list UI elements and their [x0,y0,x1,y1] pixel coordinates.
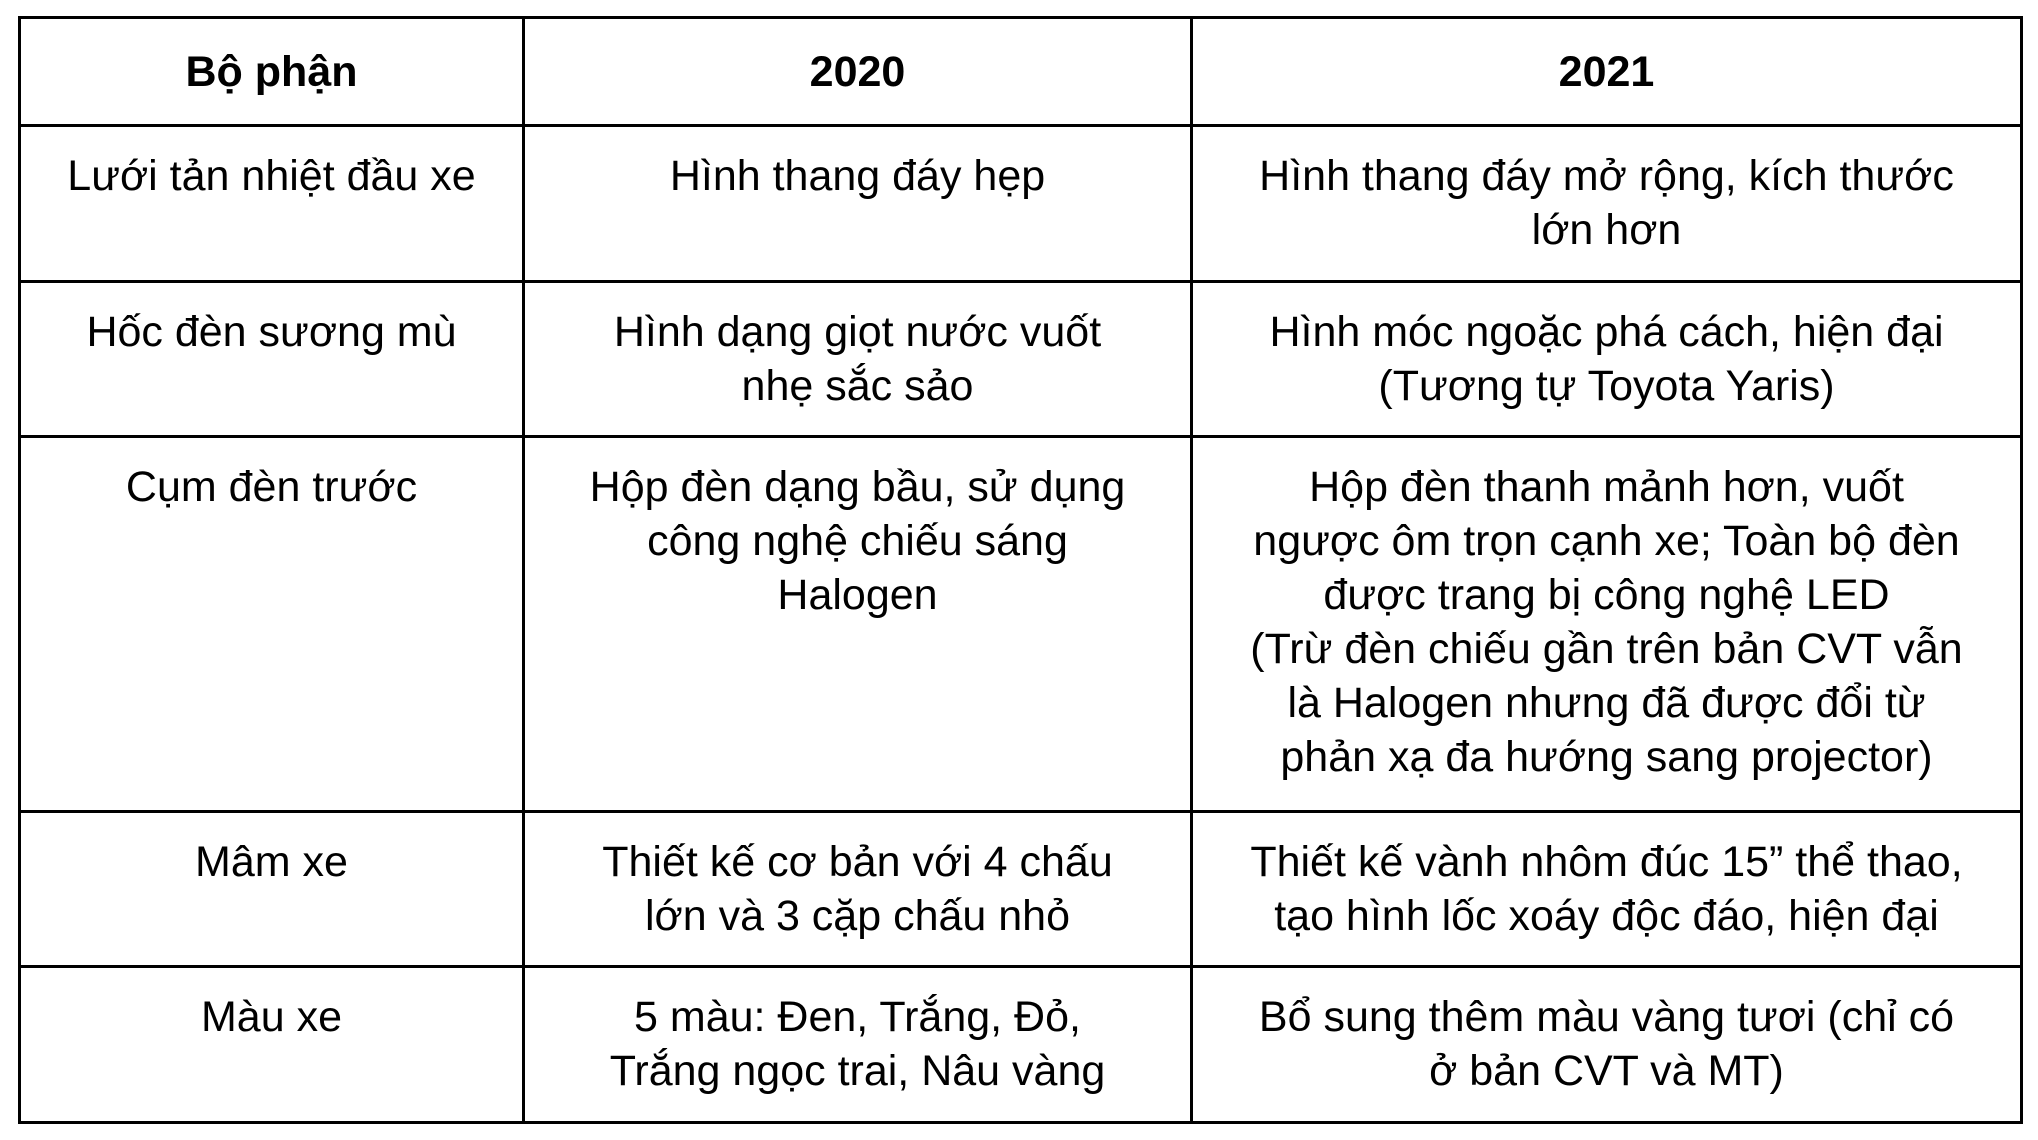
header-row [20,18,2022,126]
table-row [20,967,2022,1123]
cell-2020: Hình dạng giọt nước vuốt nhẹ sắc sảo [524,282,1192,437]
cell-2021: Thiết kế vành nhôm đúc 15” thể thao, tạo hình lốc xoáy độc đáo, hiện đại [1192,812,2022,967]
cell-2021: Bổ sung thêm màu vàng tươi (chỉ có ở bản CVT và MT) [1192,967,2022,1123]
comparison-table [18,16,2023,1124]
header-part: Bộ phận [20,18,524,126]
cell-part: Màu xe [20,967,524,1123]
cell-2021: Hộp đèn thanh mảnh hơn, vuốt ngược ôm trọn cạnh xe; Toàn bộ đèn được trang bị công nghệ LED (Trừ đèn chiếu gần trên bản CVT vẫn là Halogen nhưng đã được đổi từ phản xạ đa hướng sang projector) [1192,437,2022,812]
cell-2020: 5 màu: Đen, Trắng, Đỏ, Trắng ngọc trai, Nâu vàng [524,967,1192,1123]
table-row [20,282,2022,437]
cell-part: Mâm xe [20,812,524,967]
cell-2020: Hộp đèn dạng bầu, sử dụng công nghệ chiếu sáng Halogen [524,437,1192,812]
cell-2021: Hình thang đáy mở rộng, kích thước lớn hơn [1192,126,2022,282]
table-row [20,126,2022,282]
header-2021: 2021 [1192,18,2022,126]
cell-2020: Hình thang đáy hẹp [524,126,1192,282]
header-2020: 2020 [524,18,1192,126]
table-row [20,812,2022,967]
table-row [20,437,2022,812]
cell-2021: Hình móc ngoặc phá cách, hiện đại (Tương tự Toyota Yaris) [1192,282,2022,437]
cell-2020: Thiết kế cơ bản với 4 chấu lớn và 3 cặp chấu nhỏ [524,812,1192,967]
cell-part: Lưới tản nhiệt đầu xe [20,126,524,282]
cell-part: Cụm đèn trước [20,437,524,812]
cell-part: Hốc đèn sương mù [20,282,524,437]
